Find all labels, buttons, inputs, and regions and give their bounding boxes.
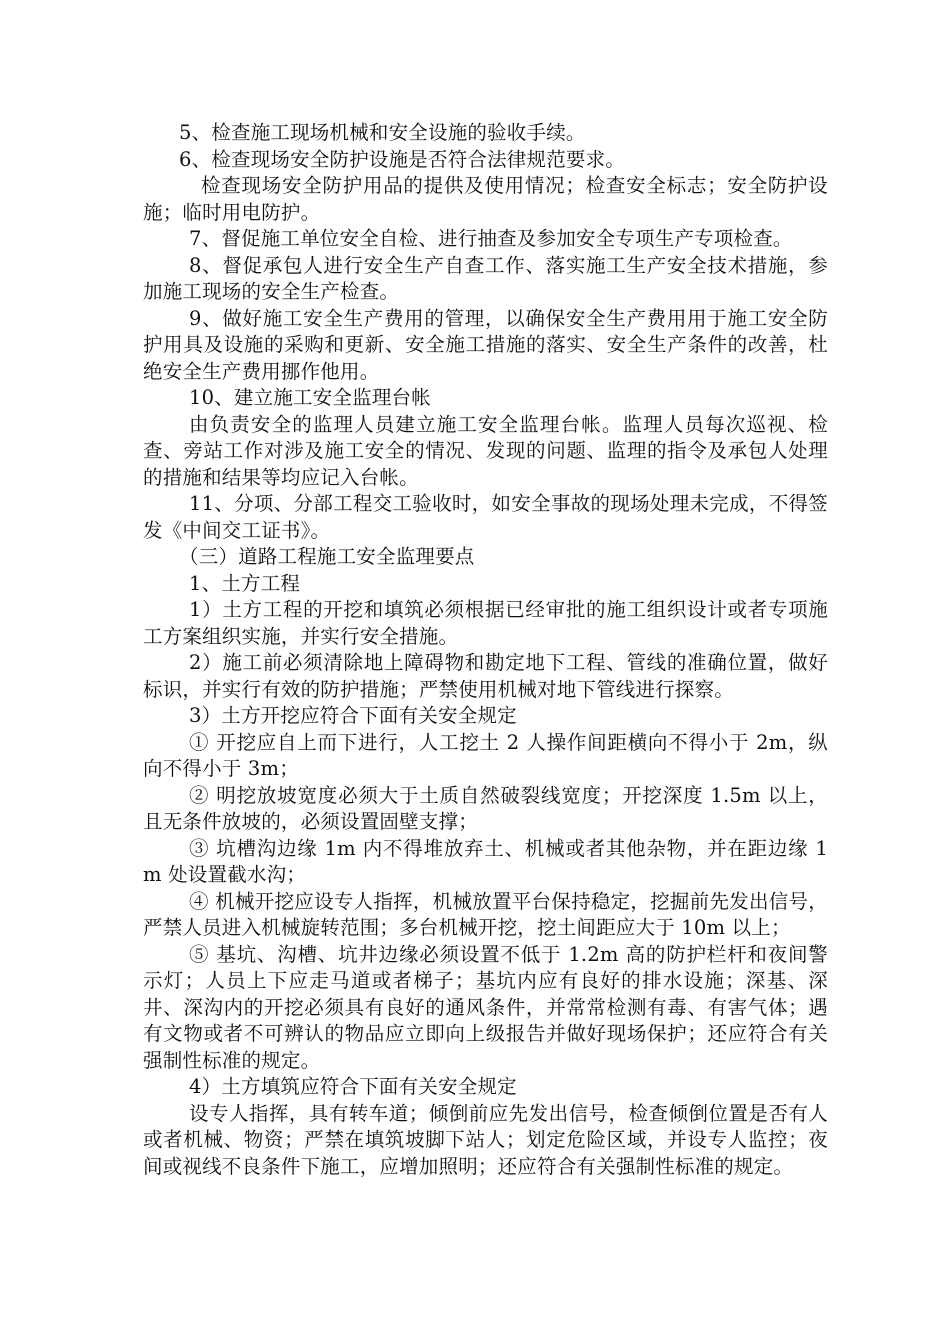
paragraph-earthwork-4: 4）土方填筑应符合下面有关安全规定 [189, 1075, 517, 1098]
list-item-excavation-3: ③ 坑槽沟边缘 1m 内不得堆放弃土、机械或者其他杂物，并在距边缘 1m 处设置截水沟； [143, 836, 828, 886]
list-item-excavation-4: ④ 机械开挖应设专人指挥，机械放置平台保持稳定，挖掘前先发出信号，严禁人员进入机械旋转范围；多台机械开挖，挖土间距应大于 10m 以上； [143, 889, 828, 939]
paragraph-earthwork-3: 3）土方开挖应符合下面有关安全规定 [189, 704, 517, 727]
document-body [143, 120, 828, 1180]
paragraph-item-10: 10、建立施工安全监理台帐 [189, 386, 431, 409]
subsection-heading: 1、土方工程 [189, 571, 301, 595]
paragraph-item-5: 5、检查施工现场机械和安全设施的验收手续。 [179, 121, 586, 144]
paragraph-filling-detail: 设专人指挥，具有转车道；倾倒前应先发出信号，检查倾倒位置是否有人或者机械、物资；严禁在填筑坡脚下站人；划定危险区域，并设专人监控；夜间或视线不良条件下施工，应增加照明；还应符合有关强制性标准的规定。 [143, 1101, 828, 1178]
list-item-excavation-2: ② 明挖放坡宽度必须大于土质自然破裂线宽度；开挖深度 1.5m 以上，且无条件放坡的，必须设置固壁支撑； [143, 783, 828, 833]
list-item-excavation-1: ① 开挖应自上而下进行，人工挖土 2 人操作间距横向不得小于 2m，纵向不得小于 3m； [143, 730, 828, 780]
paragraph-item-8: 8、督促承包人进行安全生产自查工作、落实施工生产安全技术措施，参加施工现场的安全生产检查。 [143, 253, 828, 303]
paragraph-item-7: 7、督促施工单位安全自检、进行抽查及参加安全专项生产专项检查。 [189, 227, 793, 250]
list-item-excavation-5: ⑤ 基坑、沟槽、坑井边缘必须设置不低于 1.2m 高的防护栏杆和夜间警示灯；人员上下应走马道或者梯子；基坑内应有良好的排水设施；深基、深井、深沟内的开挖必须具有良好的通风条件，并常常检测有毒、有害气体；遇有文物或者不可辨认的物品应立即向上级报告并做好现场保护；还应符合有关强制性标准的规定。 [143, 942, 828, 1072]
paragraph-item-9: 9、做好施工安全生产费用的管理，以确保安全生产费用用于施工安全防护用具及设施的采购和更新、安全施工措施的落实、安全生产条件的改善，杜绝安全生产费用挪作他用。 [143, 306, 828, 383]
paragraph-item-10-detail: 由负责安全的监理人员建立施工安全监理台帐。监理人员每次巡视、检查、旁站工作对涉及施工安全的情况、发现的问题、监理的指令及承包人处理的措施和结果等均应记入台帐。 [143, 412, 828, 489]
paragraph-item-6-detail: 检查现场安全防护用品的提供及使用情况；检查安全标志；安全防护设施；临时用电防护。 [143, 174, 828, 224]
section-heading: （三）道路工程施工安全监理要点 [179, 545, 475, 568]
paragraph-earthwork-1: 1）土方工程的开挖和填筑必须根据已经审批的施工组织设计或者专项施工方案组织实施，并实行安全措施。 [143, 598, 828, 648]
paragraph-earthwork-2: 2）施工前必须清除地上障碍物和勘定地下工程、管线的准确位置，做好标识，并实行有效的防护措施；严禁使用机械对地下管线进行探察。 [143, 651, 828, 701]
paragraph-item-11: 11、分项、分部工程交工验收时，如安全事故的现场处理未完成，不得签发《中间交工证书》。 [143, 492, 828, 542]
paragraph-item-6: 6、检查现场安全防护设施是否符合法律规范要求。 [179, 147, 626, 171]
